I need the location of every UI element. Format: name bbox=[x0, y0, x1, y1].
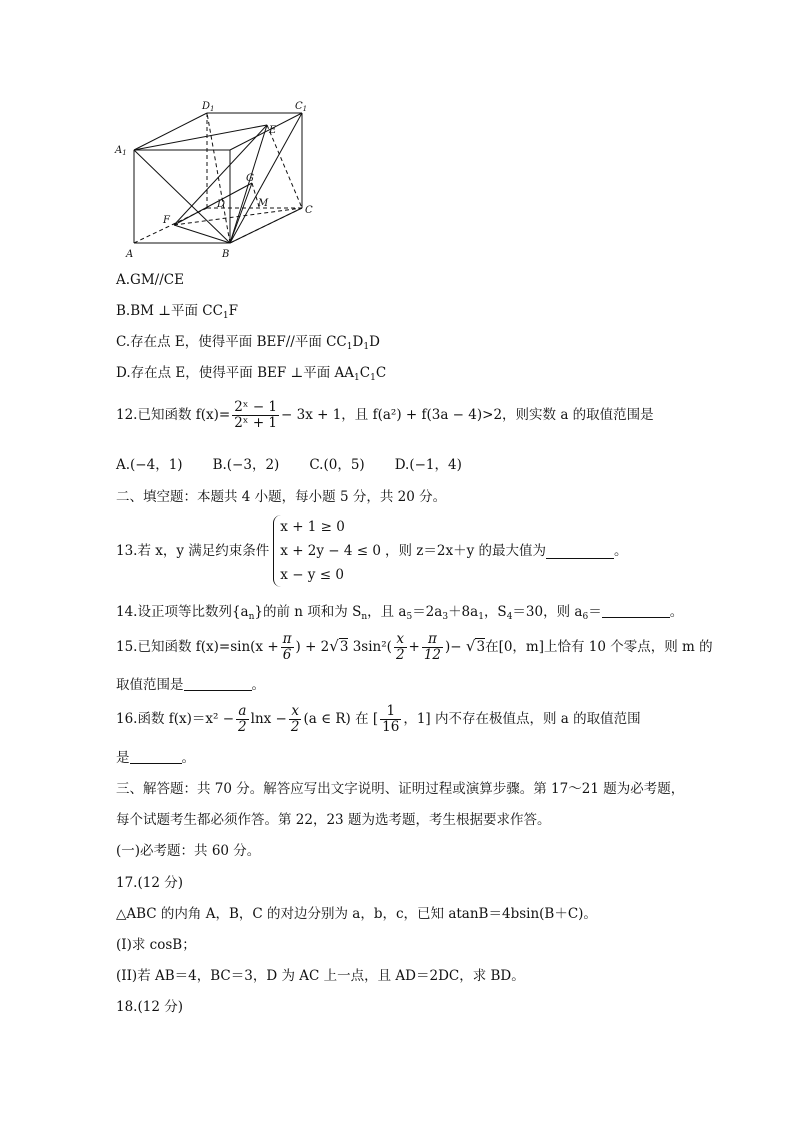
section3-part1: (一)必考题：共 60 分。 bbox=[116, 843, 261, 859]
q17-part2: (II)若 AB＝4，BC＝3，D 为 AC 上一点，且 AD＝2DC，求 BD。 bbox=[116, 968, 525, 984]
q15-answer-blank[interactable] bbox=[184, 676, 252, 691]
q16-line2: 是 。 bbox=[116, 750, 195, 766]
label-a: A bbox=[126, 249, 134, 260]
label-g: G bbox=[246, 173, 254, 184]
q11-option-a: A.GM//CE bbox=[116, 272, 184, 288]
q18-head: 18.(12 分) bbox=[116, 999, 183, 1015]
label-b: B bbox=[222, 249, 230, 260]
label-c: C bbox=[305, 205, 313, 216]
line-e-b bbox=[230, 125, 267, 243]
q16-answer-blank[interactable] bbox=[130, 749, 182, 764]
label-d1: $D_1$ bbox=[202, 101, 215, 113]
label-m: M bbox=[258, 198, 269, 209]
line-c1-b bbox=[230, 113, 302, 243]
label-e: E bbox=[269, 125, 277, 136]
q17-part1: (I)求 cosB； bbox=[116, 937, 196, 953]
q11-option-b: B.BM ⊥平面 $CC_1F$ bbox=[116, 303, 239, 321]
label-a1: $A_1$ bbox=[115, 145, 127, 157]
q14-answer-blank[interactable] bbox=[602, 603, 670, 618]
q12-stem: 12.已知函数 f(x)= $\frac{\text{2ˣ − 1}}{\text{2ˣ + 1}}$ − 3x + 1，且 f(a²) + f(3a − 4)>2，则实数 a 的取值范围是 bbox=[116, 399, 654, 431]
q13-constraints: x + 1 ≥ 0 x + 2y − 4 ≤ 0 x − y ≤ 0 bbox=[273, 515, 381, 587]
line-f-b bbox=[174, 225, 230, 243]
prism-diagram bbox=[112, 95, 322, 265]
q11-option-c: C.存在点 E，使得平面 BEF//平面 $CC_1D_1D$ bbox=[116, 334, 380, 352]
q17-head: 17.(12 分) bbox=[116, 875, 183, 891]
q15-line2: 取值范围是 。 bbox=[116, 677, 265, 693]
q13-stem: 13.若 x，y 满足约束条件 x + 1 ≥ 0 x + 2y − 4 ≤ 0 x − y ≤ 0 ，则 z＝2x＋y 的最大值为 。 bbox=[116, 515, 628, 587]
q12-options: A.(−4，1) B.(−3，2) C.(0，5) D.(−1，4) bbox=[116, 457, 462, 473]
section2-title: 二、填空题：本题共 4 小题，每小题 5 分，共 20 分。 bbox=[116, 489, 447, 505]
edge-a1-d1 bbox=[134, 113, 207, 150]
q16-stem: 16.函数 f(x)＝x² − $\frac{a}{2}$ lnx − $\frac{x}{2}$ (a ∈ R) 在 [ $\frac{1}{16}$ ，1] 内不存在极值点，则 a 的取值范围 bbox=[116, 703, 641, 735]
q15-stem: 15.已知函数 f(x)=sin(x + $\frac{\pi}{6}$ ) + 2√3 3sin²( $\frac{x}{2}$ + $\frac{\pi}{12}$ )− √3在[0，m]上恰有 10 个零点，则 m 的 bbox=[116, 631, 713, 663]
label-c1: $C_1$ bbox=[295, 101, 308, 113]
q12-fraction: $\frac{\text{2ˣ − 1}}{\text{2ˣ + 1}}$ bbox=[234, 399, 278, 431]
q13-answer-blank[interactable] bbox=[546, 544, 614, 559]
section3-title-line1: 三、解答题：共 70 分。解答应写出文字说明、证明过程或演算步骤。第 17～21 题为必考题， bbox=[116, 781, 685, 797]
label-d: D bbox=[217, 199, 226, 210]
section3-title-line2: 每个试题考生都必须作答。第 22，23 题为选考题，考生根据要求作答。 bbox=[116, 812, 551, 828]
q14-stem: 14.设正项等比数列$\{a_n\}$的前 n 项和为 $S_n$，且 $a_5=2a_3+8a_1$，$S_4=30$，则 $a_6=$ 。 bbox=[116, 604, 684, 622]
line-g-f bbox=[174, 183, 252, 225]
q11-option-d: D.存在点 E，使得平面 BEF ⊥平面 $AA_1C_1C$ bbox=[116, 365, 387, 383]
q17-stem: △ABC 的内角 A，B，C 的对边分别为 a，b，c，已知 atanB＝4bsin(B＋C)。 bbox=[116, 906, 597, 922]
label-f: F bbox=[163, 215, 170, 226]
